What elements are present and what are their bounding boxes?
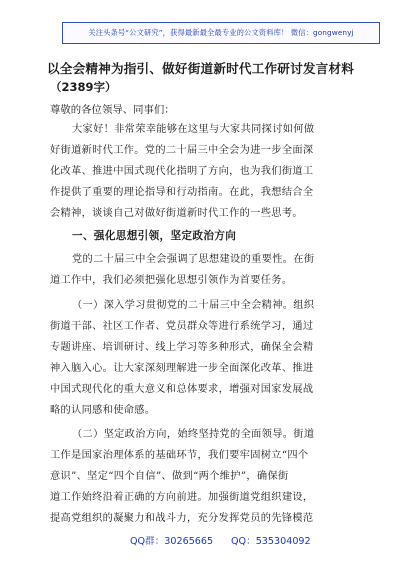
body-line: 略的认同感和使命感。: [50, 405, 156, 416]
body-line: 工作是国家治理体系的基础环节，我们要牢固树立“四个: [50, 450, 309, 461]
body-line: 党的二十届三中全会强调了思想建设的重要性。在街: [72, 254, 315, 265]
salutation: 尊敬的各位领导、同事们：: [50, 104, 175, 116]
body-line: 道工作始终沿着正确的方向前进。加强街道党组织建设，: [50, 492, 314, 503]
body-line: 化改革、推进中国式现代化指明了方向，也为我们街道工: [50, 166, 314, 177]
body-line: 道工作中，我们必须把强化思想引领作为首要任务。: [50, 275, 293, 286]
body-line: （二）坚定政治方向，始终坚持党的全面领导。街道: [72, 429, 315, 440]
body-line: 作提供了重要的理论指导和行动指南。在此，我想结合全: [50, 187, 314, 198]
body-line: 大家好！非常荣幸能够在这里与大家共同探讨如何做: [72, 124, 315, 135]
word-count: （2389字）: [50, 80, 117, 94]
body-line: 街道干部、社区工作者、党员群众等进行系统学习，通过: [50, 321, 314, 332]
page-footer: [0, 533, 408, 549]
body-line: （一）深入学习贯彻党的二十届三中全会精神。组织: [72, 300, 315, 311]
body-line: 好街道新时代工作。党的二十届三中全会为进一步全面深: [50, 145, 314, 156]
document-title: 以全会精神为指引、做好街道新时代工作研讨发言材料: [47, 61, 355, 76]
banner-text: 关注头条号“公文研究”，获得最新最全最专业的公文资料库！ 微信：gongwenyj: [88, 28, 354, 37]
body-line: 中国式现代化的重大意义和总体要求，增强对国家发展战: [50, 384, 314, 395]
body-line: 专题讲座、培训研讨、线上学习等多种形式，确保全会精: [50, 342, 314, 353]
body-line: 意识”、坚定“四个自信”、做到“两个维护”，确保街: [50, 471, 289, 482]
body-line: 会精神，谈谈自己对做好街道新时代工作的一些思考。: [50, 208, 303, 219]
body-line: 提高党组织的凝聚力和战斗力，充分发挥党员的先锋模范: [50, 513, 314, 524]
footer-qq-contact: QQ：535304092: [231, 536, 311, 547]
section-heading: 一、强化思想引领，坚定政治方向: [72, 230, 237, 242]
footer-qq-group: QQ群：30265665: [130, 536, 214, 547]
top-banner: [62, 22, 380, 44]
body-line: 神入脑入心。让大家深刻理解进一步全面深化改革、推进: [50, 363, 314, 374]
